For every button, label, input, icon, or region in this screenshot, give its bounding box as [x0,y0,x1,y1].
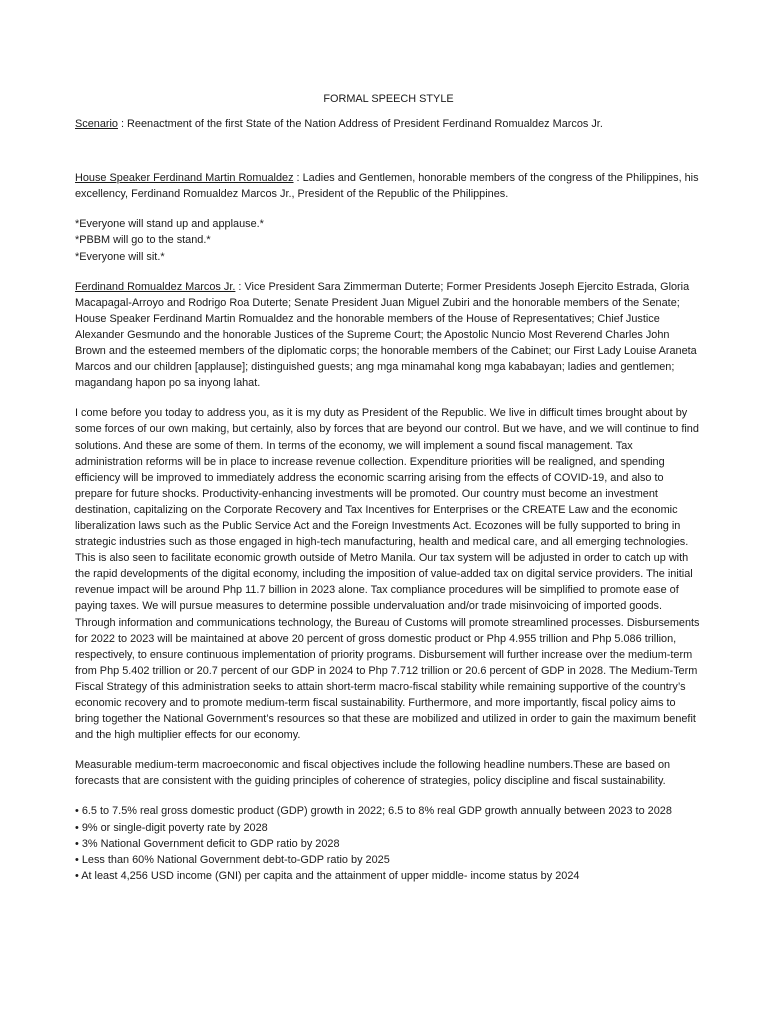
list-item: • 6.5 to 7.5% real gross domestic product (GDP) growth in 2022; 6.5 to 8% real GDP growth annually between 2023 to 2028 [75,805,672,818]
list-item: • At least 4,256 USD income (GNI) per capita and the attainment of upper middle- income status by 2024 [75,869,580,882]
document-title: FORMAL SPEECH STYLE [323,93,454,105]
list-item: • 9% or single-digit poverty rate by 2028 [75,821,268,834]
opening-remarks [75,170,702,202]
stage-direction: *Everyone will stand up and applause.* [75,218,264,231]
stage-directions [75,216,702,264]
body-paragraph: I come before you today to address you, as it is my duty as President of the Republic. We live in difficult times brought about by some forces of our own making, but certainly, also by forces that are beyond our control. But we have, and we will continue to find solutions. And these are some of them. In terms of the economy, we will implement a sound fiscal management. Tax administration reforms will be in place to increase revenue collection. Expenditure priorities will be realigned, and spending efficiency will be improved to immediately address the economic scarring arising from the effects of COVID-19, and also to prepare for future shocks. Productivity-enhancing investments will be promoted. Our country must become an investment destination, capitalizing on the Corporate Recovery and Tax Incentives for Enterprises or the CREATE Law and the economic liberalization laws such as the Public Service Act and the Foreign Investments Act. Ecozones will be fully supported to bring in strategic industries such as those engaged in high-tech manufacturing, health and medical care, and all emerging technologies. This is also seen to facilitate economic growth outside of Metro Manila. Our tax system will be adjusted in order to catch up with the rapid developments of the digital economy, including the imposition of value-added tax on digital service providers. The initial revenue impact will be around Php 11.7 billion in 2023 alone. Tax compliance procedures will be simplified to promote ease of paying taxes. We will pursue measures to determine possible undervaluation and/or trade misinvoicing of imported goods. Through information and communications technology, the Bureau of Customs will promote streamlined processes. Disbursements for 2022 to 2023 will be maintained at above 20 percent of gross domestic product or Php 4.955 trillion and Php 5.086 trillion, respectively, to ensure continuous implementation of priority programs. Disbursement will further increase over the medium-term from Php 5.402 trillion or 20.7 percent of our GDP in 2024 to Php 7.712 trillion or 20.6 percent of GDP in 2028. The Medium-Term Fiscal Strategy of this administration seeks to attain short-term macro-fiscal stability while remaining supportive of the country’s economic recovery and to promote medium-term fiscal sustainability. Furthermore, and more importantly, fiscal policy aims to bring together the National Government’s resources so that these are mobilized and utilized in order to gain the maximum benefit and the high multiplier effects for our economy. [75,407,700,742]
address-text: : Vice President Sara Zimmerman Duterte; Former Presidents Joseph Ejercito Estrada, Gloria Macapagal-Arroyo and Rodrigo Roa Duterte; Senate President Juan Miguel Zubiri and the honorable members of the Senate; House Speaker Ferdinand Martin Romualdez and the honorable members of the House of Representatives; Chief Justice Alexander Gesmundo and the honorable Justices of the Supreme Court; the Apostolic Nuncio Most Reverend Charles John Brown and the esteemed members of the diplomatic corps; the honorable members of the Cabinet; our First Lady Louise Araneta Marcos and our children [applause]; distinguished guests; ang mga minamahal kong mga kababayan; ladies and gentlemen; magandang hapon po sa inyong lahat. [75,280,697,390]
opening-speaker: House Speaker Ferdinand Martin Romualdez [75,172,294,185]
address-salutation [75,279,702,392]
stage-direction: *Everyone will sit.* [75,250,165,263]
scenario-label: Scenario [75,118,118,131]
measurable-paragraph: Measurable medium-term macroeconomic and fiscal objectives include the following headline numbers.These are based on forecasts that are consistent with the guiding principles of coherence of strategies, policy discipline and fiscal sustainability. [75,759,671,788]
opening-text: : Ladies and Gentlemen, honorable members of the congress of the Philippines, his excellency, Ferdinand Romualdez Marcos Jr., President of the Republic of the Philippines. [75,172,699,201]
scenario-line [75,116,702,132]
list-item: • Less than 60% National Government debt-to-GDP ratio by 2025 [75,853,390,866]
headline-numbers-list [75,803,702,883]
stage-direction: *PBBM will go to the stand.* [75,234,211,247]
address-speaker: Ferdinand Romualdez Marcos Jr. [75,280,236,293]
list-item: • 3% National Government deficit to GDP ratio by 2028 [75,837,340,850]
scenario-text: : Reenactment of the first State of the Nation Address of President Ferdinand Romualdez Marcos Jr. [117,118,603,131]
